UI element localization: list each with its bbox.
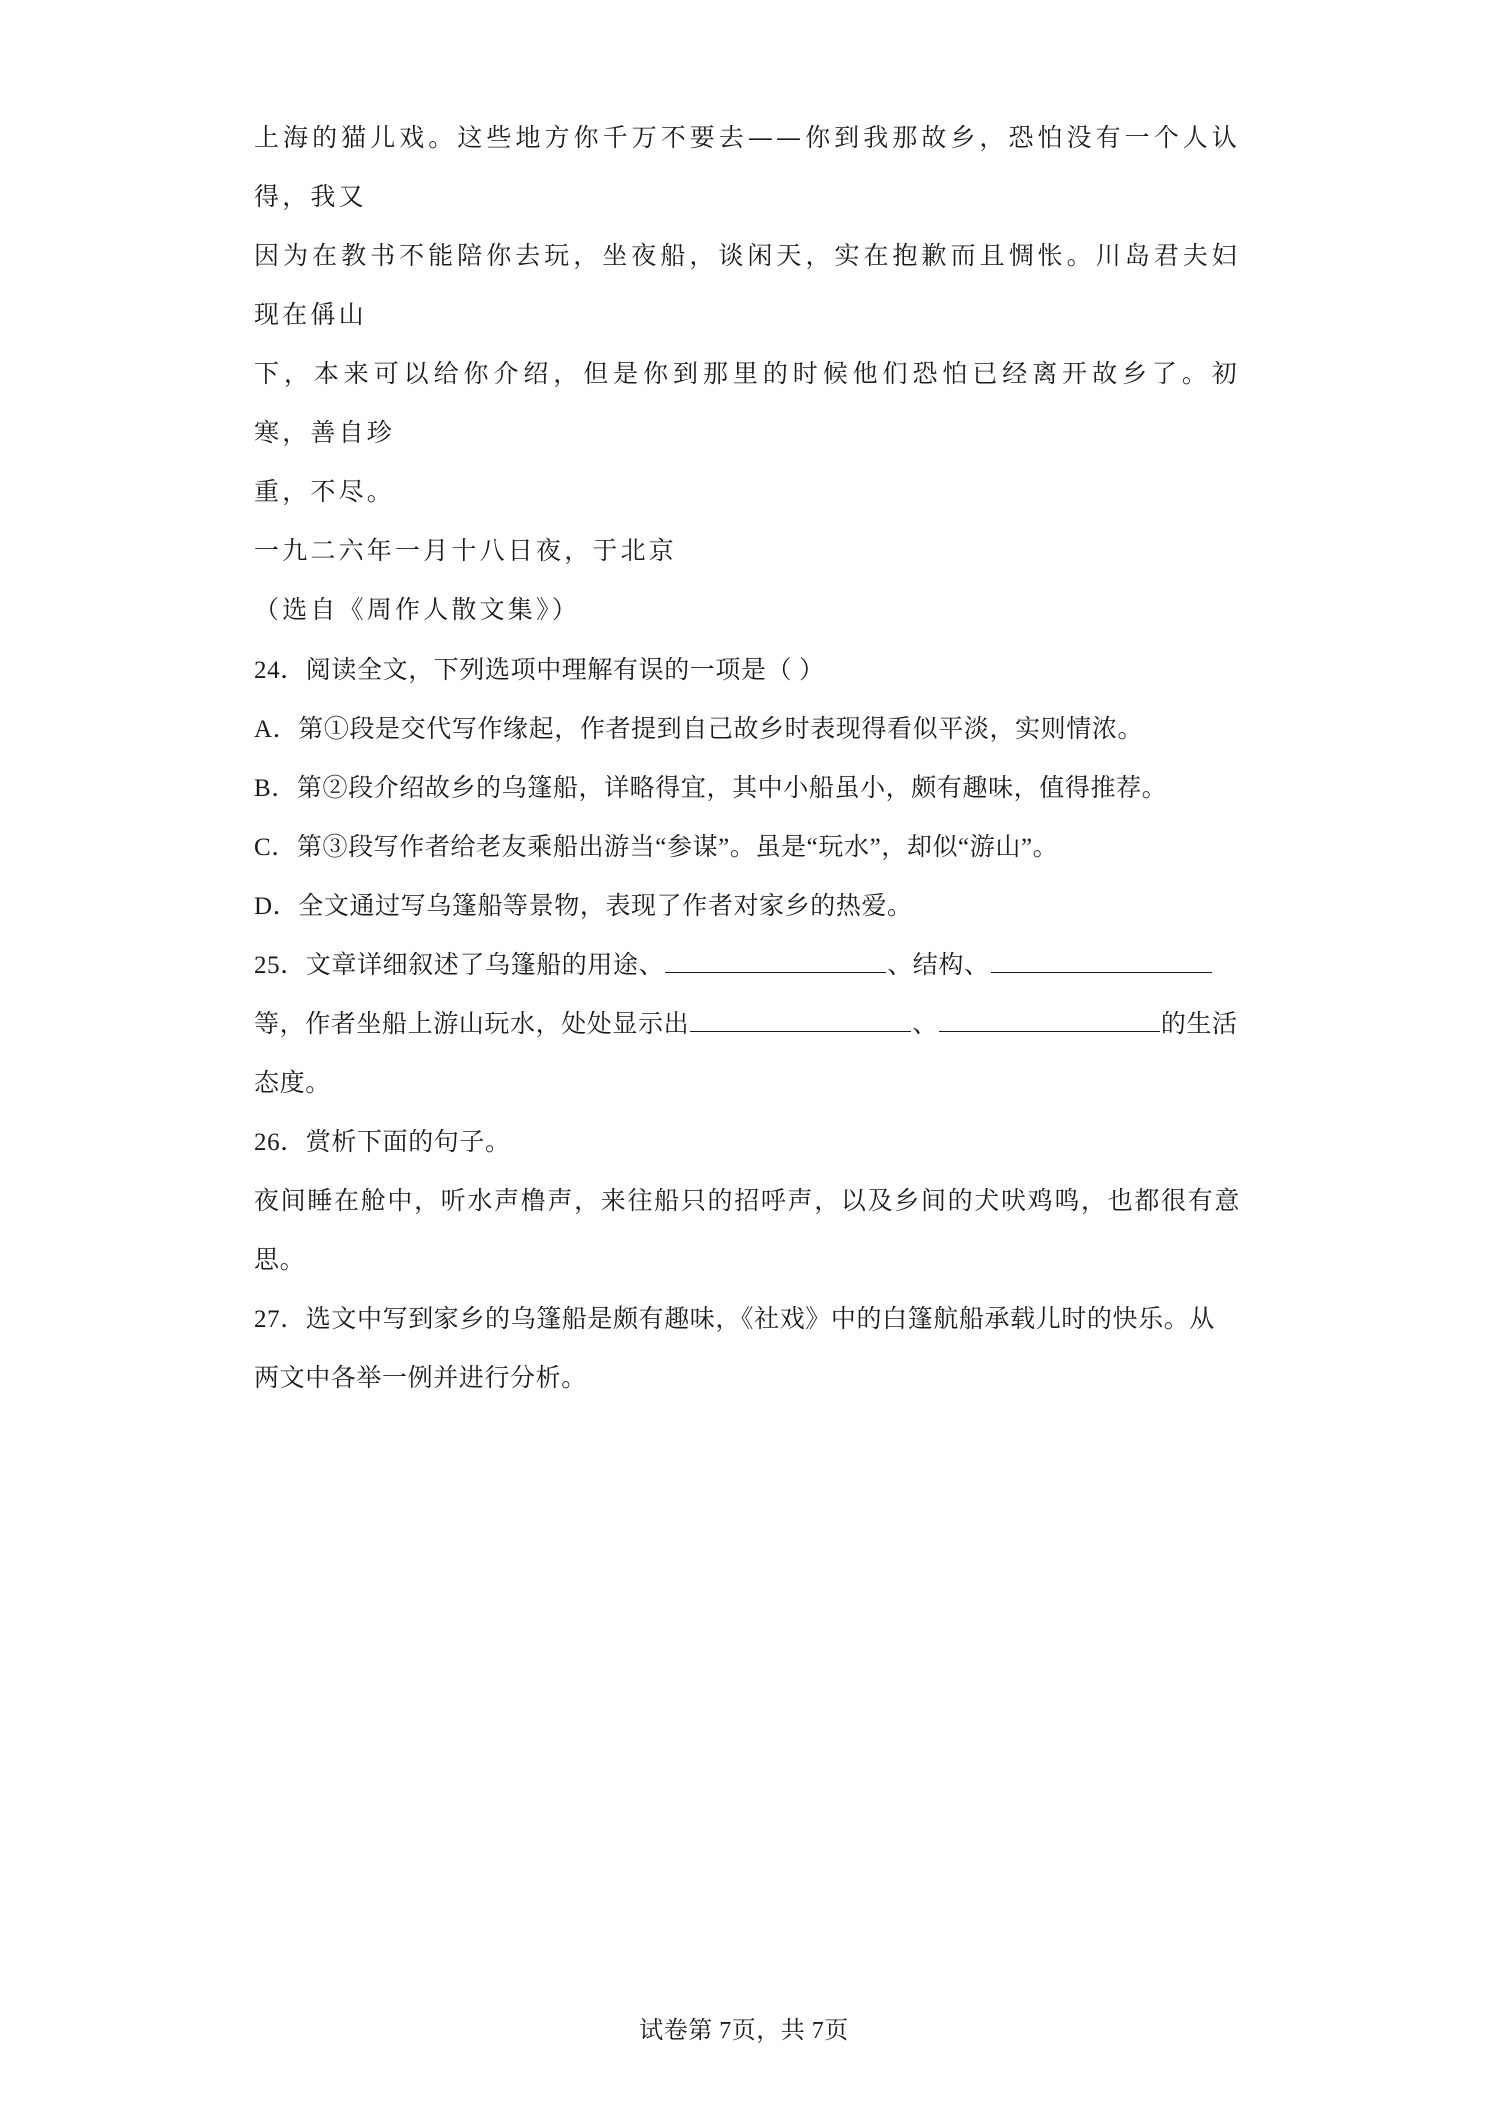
question-24-option-b: B．第②段介绍故乡的乌篷船，详略得宜，其中小船虽小，颇有趣味，值得推荐。	[254, 775, 1168, 802]
question-26-stem: 26．赏析下面的句子。	[254, 1129, 511, 1156]
question-25-text: 等，作者坐船上游山玩水，处处显示出	[254, 1011, 690, 1038]
question-25-line-1	[254, 936, 1240, 995]
questions-section	[254, 641, 1240, 1408]
question-25-line-3: 态度。	[254, 1070, 331, 1097]
question-25-text: 25．文章详细叙述了乌篷船的用途、	[254, 952, 665, 979]
passage-date-line: 一九二六年一月十八日夜，于北京	[254, 536, 678, 565]
passage-line: 因为在教书不能陪你去玩，坐夜船，谈闲天，实在抱歉而且惆怅。川岛君夫妇现在偁山	[254, 241, 1240, 329]
passage-line: 下，本来可以给你介绍，但是你到那里的时候他们恐怕已经离开故乡了。初寒，善自珍	[254, 359, 1240, 447]
question-24-option-d: D．全文通过写乌篷船等景物，表现了作者对家乡的热爱。	[254, 893, 913, 920]
page-content	[254, 108, 1240, 1408]
passage-line: 重，不尽。	[254, 477, 396, 506]
reading-passage	[254, 108, 1240, 639]
question-25-text: 、	[912, 1011, 938, 1038]
question-27-line-2: 两文中各举一例并进行分析。	[254, 1365, 587, 1392]
question-27-line-1: 27．选文中写到家乡的乌篷船是颇有趣味，《社戏》中的白篷航船承载儿时的快乐。从	[254, 1306, 1215, 1333]
question-25	[254, 936, 1240, 1113]
page-footer: 试卷第 7页，共 7页	[639, 2018, 849, 2044]
answer-blank[interactable]	[939, 1009, 1160, 1032]
answer-blank[interactable]	[690, 1009, 911, 1032]
question-24	[254, 641, 1240, 936]
answer-blank[interactable]	[991, 950, 1212, 973]
question-24-option-a: A．第①段是交代写作缘起，作者提到自己故乡时表现得看似平淡，实则情浓。	[254, 716, 1144, 743]
question-25-text: 、结构、	[887, 952, 990, 979]
question-26	[254, 1113, 1240, 1290]
passage-line: 上海的猫儿戏。这些地方你千万不要去——你到我那故乡，恐怕没有一个人认得，我又	[254, 123, 1240, 211]
passage-source-line: （选自《周作人散文集》）	[254, 595, 580, 624]
question-27	[254, 1290, 1240, 1408]
question-24-option-c: C．第③段写作者给老友乘船出游当“参谋”。虽是“玩水”，却似“游山”。	[254, 834, 1059, 861]
question-25-line-2	[254, 995, 1240, 1054]
answer-blank[interactable]	[665, 950, 886, 973]
question-26-sentence: 夜间睡在舱中，听水声橹声，来往船只的招呼声，以及乡间的犬吠鸡鸣，也都很有意思。	[254, 1188, 1240, 1274]
question-24-stem: 24．阅读全文，下列选项中理解有误的一项是（ ）	[254, 657, 825, 684]
question-25-text: 的生活	[1160, 1011, 1238, 1038]
